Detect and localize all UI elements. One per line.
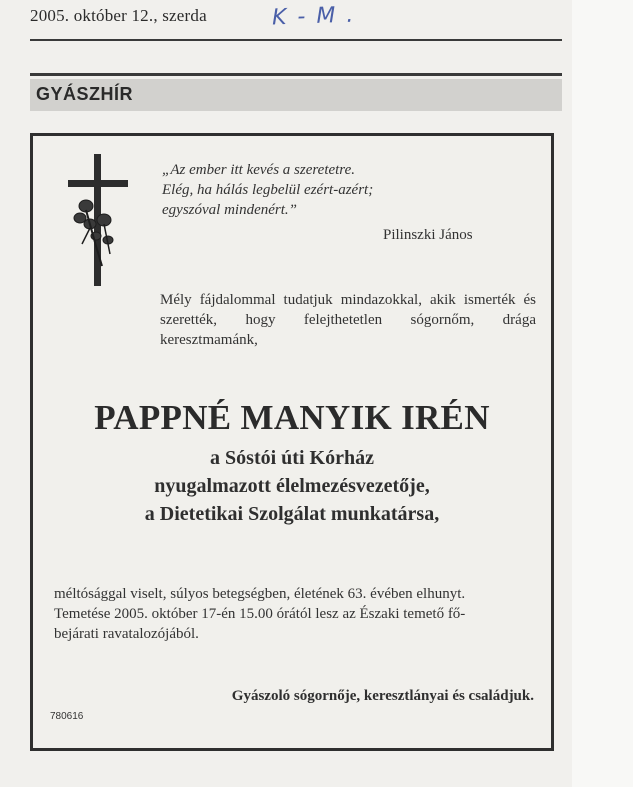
handwritten-note: K - M . — [271, 2, 356, 31]
intro-text: Mély fájdalommal tudatjuk mindazokkal, akik ismerték és szerették, hogy felejthetetlen sógornőm, drága keresztmamánk, — [160, 292, 536, 348]
scan-margin — [572, 0, 633, 787]
quote — [162, 160, 373, 220]
quote-line: Elég, ha hálás legbelül ezért-azért; — [162, 182, 374, 198]
death-and-funeral-text — [54, 584, 534, 644]
section-title: GYÁSZHÍR — [36, 84, 134, 104]
quote-author: Pilinszki János — [383, 227, 473, 243]
mourners-signature: Gyászoló sógornője, keresztlányai és családjuk. — [231, 688, 534, 704]
body-line: méltósággal viselt, súlyos betegségben, életének 63. évében elhunyt. — [54, 586, 466, 602]
header-date: 2005. október 12., szerda — [30, 6, 207, 25]
role-line: nyugalmazott élelmezésvezetője, — [154, 475, 430, 497]
quote-line: egyszóval mindenért.” — [162, 202, 297, 218]
header-rule — [30, 39, 562, 41]
role-line: a Dietetikai Szolgálat munkatársa, — [144, 503, 440, 525]
body-line: bejárati ravatalozójából. — [54, 626, 199, 642]
section-rule-top — [30, 73, 562, 76]
reference-code: 780616 — [50, 711, 84, 722]
quote-line: „Az ember itt kevés a szeretetre. — [162, 162, 356, 178]
deceased-name: PAPPNÉ MANYIK IRÉN — [94, 398, 490, 437]
cross-with-rose-icon — [66, 154, 130, 286]
role-line: a Sóstói úti Kórház — [210, 447, 374, 469]
body-line: Temetése 2005. október 17-én 15.00 órától lesz az Északi temető fő- — [54, 606, 466, 622]
